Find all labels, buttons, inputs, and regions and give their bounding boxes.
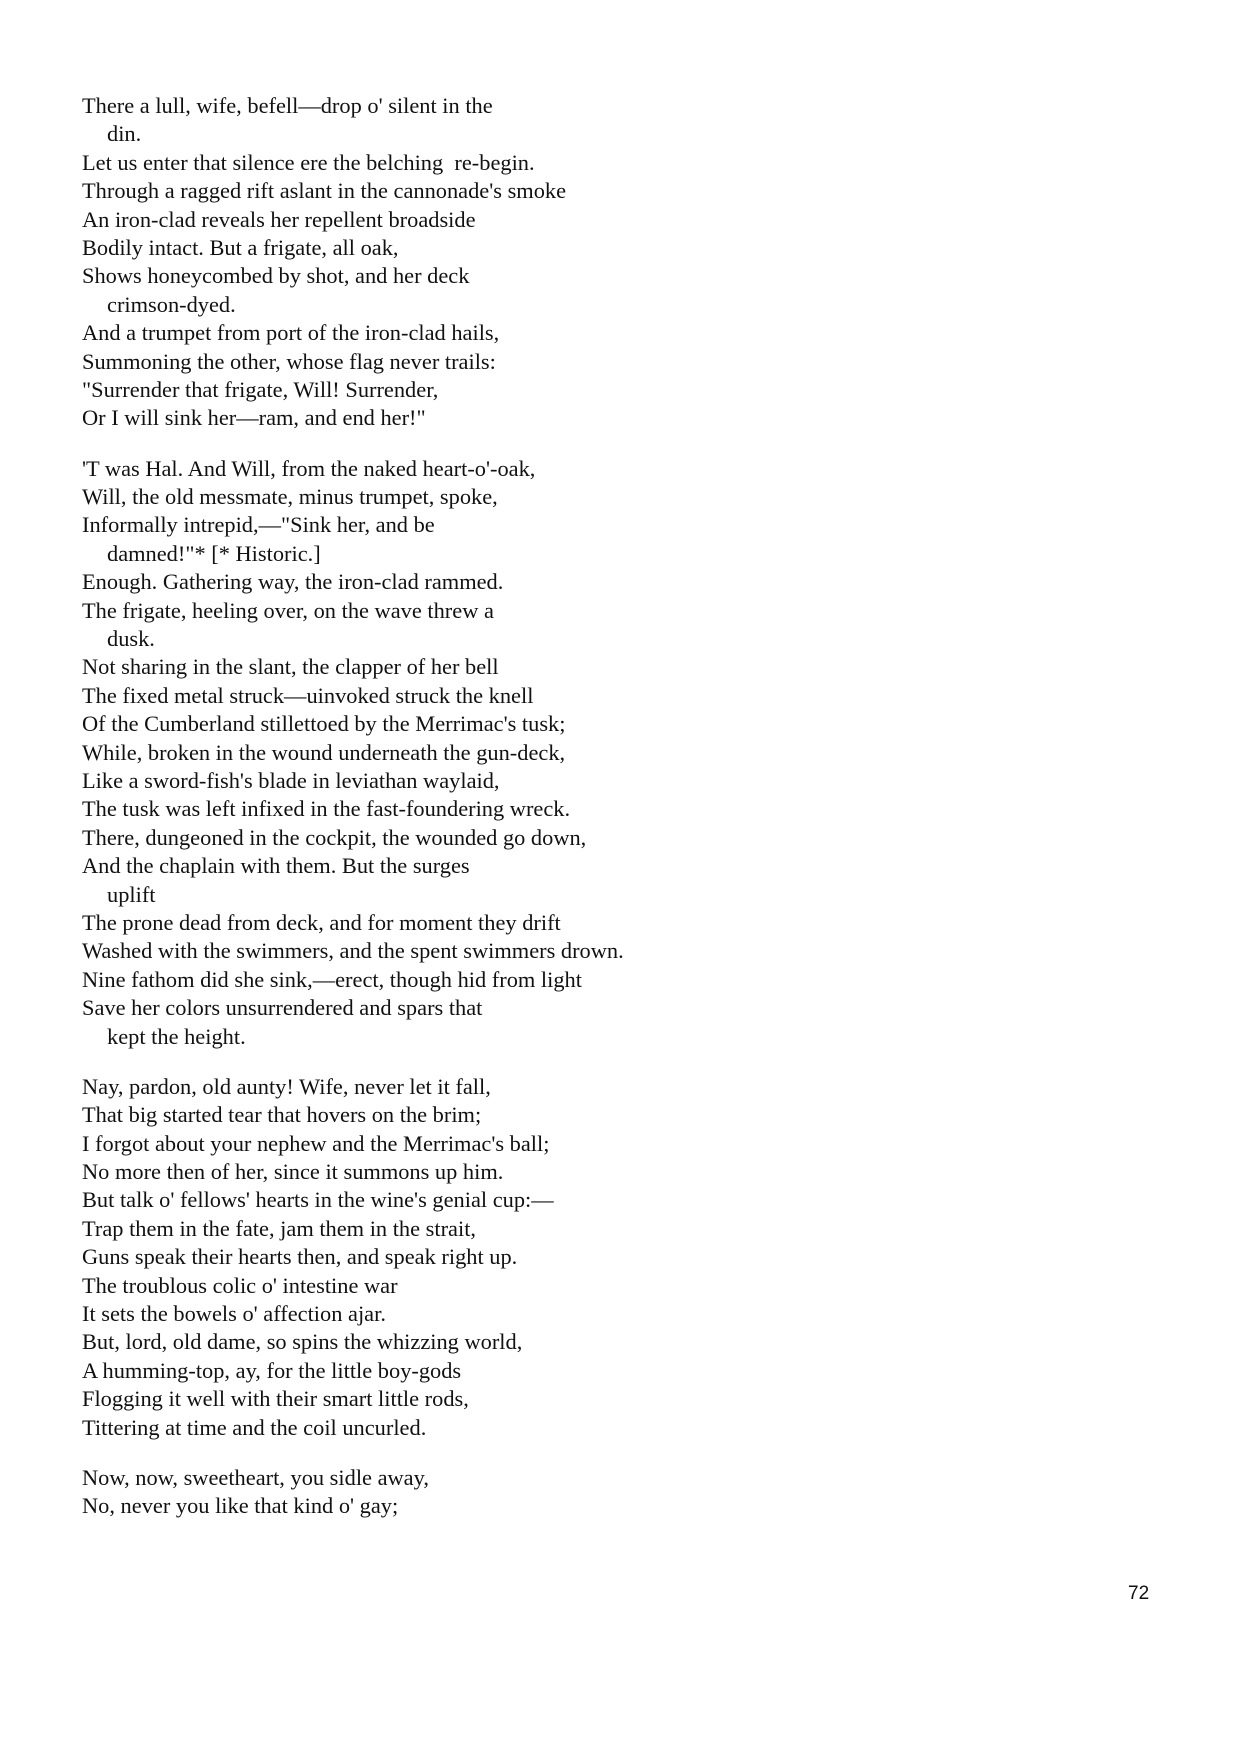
poem-line: Nay, pardon, old aunty! Wife, never let it fall, [82, 1073, 491, 1099]
poem-line: Not sharing in the slant, the clapper of her bell [82, 654, 499, 680]
poem-line: Informally intrepid,—"Sink her, and be [82, 512, 435, 538]
poem-line: Of the Cumberland stillettoed by the Merrimac's tusk; [82, 711, 566, 737]
poem-body [82, 92, 1182, 1543]
poem-line: The fixed metal struck—uinvoked struck the knell [82, 682, 534, 708]
poem-line: "Surrender that frigate, Will! Surrender, [82, 376, 439, 402]
poem-line-continuation: crimson-dyed. [107, 291, 236, 317]
poem-line: Now, now, sweetheart, you sidle away, [82, 1464, 429, 1490]
poem-line: Let us enter that silence ere the belching re-begin. [82, 149, 535, 175]
poem-line: The frigate, heeling over, on the wave threw a [82, 597, 494, 623]
stanza [82, 455, 1182, 1051]
poem-line-continuation: kept the height. [107, 1023, 246, 1049]
poem-line: Tittering at time and the coil uncurled. [82, 1414, 427, 1440]
poem-line: While, broken in the wound underneath the gun-deck, [82, 739, 566, 765]
poem-line: And a trumpet from port of the iron-clad hails, [82, 320, 500, 346]
poem-line: 'T was Hal. And Will, from the naked heart-o'-oak, [82, 455, 536, 481]
poem-line: And the chaplain with them. But the surges [82, 853, 470, 879]
poem-line: Like a sword-fish's blade in leviathan waylaid, [82, 767, 500, 793]
stanza [82, 1073, 1182, 1442]
poem-line: Will, the old messmate, minus trumpet, spoke, [82, 484, 498, 510]
poem-line: I forgot about your nephew and the Merrimac's ball; [82, 1130, 550, 1156]
poem-line: The tusk was left infixed in the fast-foundering wreck. [82, 796, 571, 822]
poem-line: The troublous colic o' intestine war [82, 1272, 398, 1298]
poem-line: The prone dead from deck, and for moment they drift [82, 909, 561, 935]
stanza [82, 1464, 1182, 1521]
poem-line: Or I will sink her—ram, and end her!" [82, 405, 426, 431]
poem-line: Shows honeycombed by shot, and her deck [82, 263, 470, 289]
poem-line-continuation: dusk. [107, 626, 155, 652]
poem-line: Summoning the other, whose flag never trails: [82, 348, 496, 374]
poem-line: There, dungeoned in the cockpit, the wounded go down, [82, 824, 587, 850]
poem-line: Bodily intact. But a frigate, all oak, [82, 234, 399, 260]
poem-line: Guns speak their hearts then, and speak right up. [82, 1244, 518, 1270]
poem-line: No more then of her, since it summons up him. [82, 1159, 504, 1185]
poem-line-continuation: uplift [107, 881, 156, 907]
poem-line: An iron-clad reveals her repellent broadside [82, 206, 476, 232]
poem-line: There a lull, wife, befell—drop o' silent in the [82, 93, 493, 118]
stanza [82, 92, 1182, 433]
poem-line: Enough. Gathering way, the iron-clad rammed. [82, 569, 504, 595]
poem-line: It sets the bowels o' affection ajar. [82, 1301, 386, 1327]
poem-line: Flogging it well with their smart little rods, [82, 1386, 469, 1412]
poem-line-continuation: damned!"* [* Historic.] [107, 540, 321, 566]
poem-line: Washed with the swimmers, and the spent swimmers drown. [82, 938, 624, 964]
poem-line: That big started tear that hovers on the brim; [82, 1102, 482, 1128]
poem-line: Through a ragged rift aslant in the cannonade's smoke [82, 178, 567, 204]
poem-line: A humming-top, ay, for the little boy-gods [82, 1357, 462, 1383]
poem-line: No, never you like that kind o' gay; [82, 1493, 399, 1519]
poem-line: Nine fathom did she sink,—erect, though hid from light [82, 966, 582, 992]
poem-line: Save her colors unsurrendered and spars that [82, 995, 483, 1021]
poem-line: But talk o' fellows' hearts in the wine's genial cup:— [82, 1187, 554, 1213]
poem-line: But, lord, old dame, so spins the whizzing world, [82, 1329, 523, 1355]
poem-line-continuation: din. [107, 121, 142, 147]
poem-line: Trap them in the fate, jam them in the strait, [82, 1215, 477, 1241]
page-number: 72 [1128, 1583, 1150, 1604]
